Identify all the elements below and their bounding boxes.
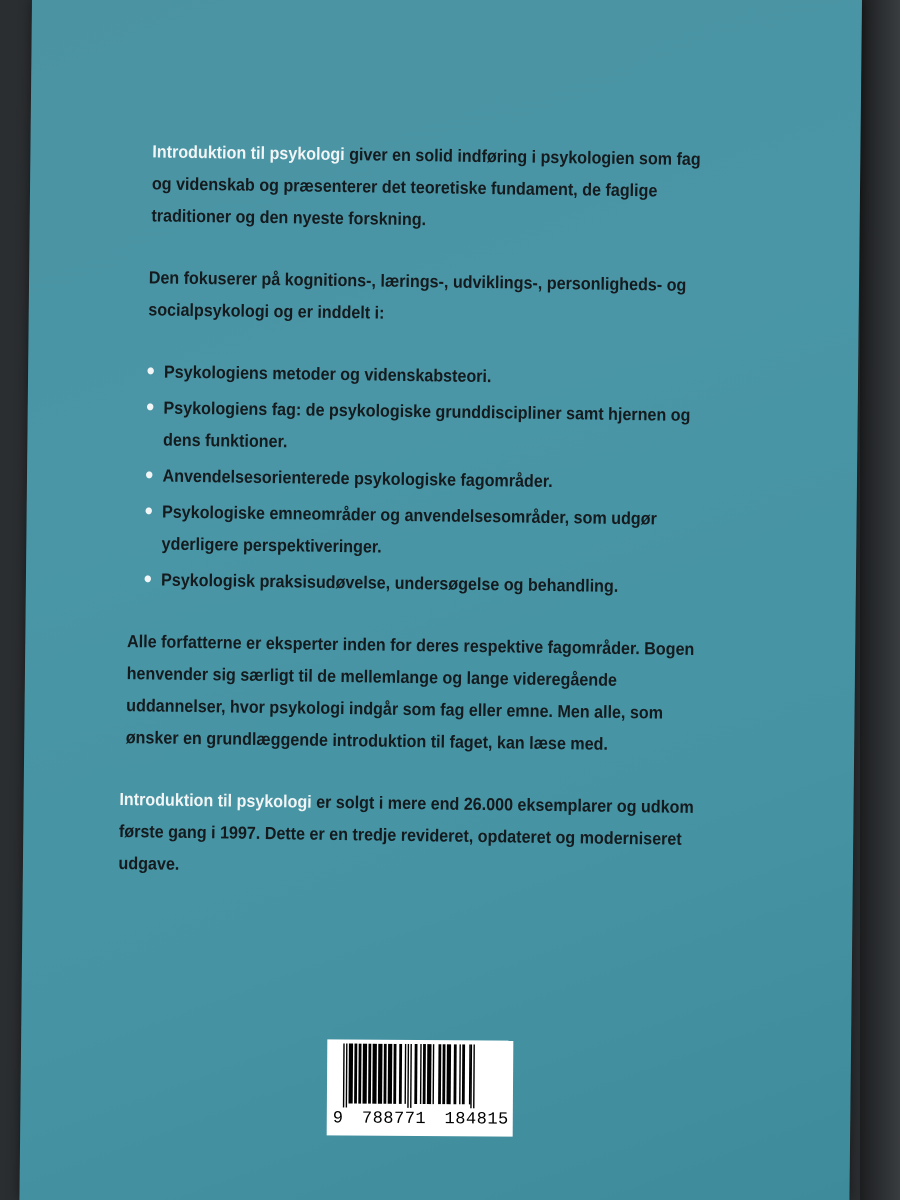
sales-text: er solgt i mere end 26.000 eksemplarer og udkom første gang i 1997. Dette er en tredje revideret, opdateret og moderniseret udgave. (118, 791, 694, 874)
list-item-text: Psykologiske emneområder og anvendelsesområder, som udgør yderligere perspektiveringer. (161, 501, 657, 557)
cover-text (114, 135, 714, 917)
book-title-part1: Introduktion til (119, 788, 233, 811)
list-item-text: Psykologisk praksisudøvelse, undersøgelse og behandling. (160, 569, 619, 596)
barcode-bar (407, 1044, 409, 1108)
barcode-bar (354, 1044, 357, 1104)
barcode-bar (368, 1044, 371, 1104)
intro-text: giver en solid indføring i psykologien som fag og videnskab og præsenterer det teoretiske fundament, de faglige traditioner og den nyeste forskning. (151, 144, 701, 230)
barcode-bar (414, 1044, 417, 1104)
barcode-bar (459, 1044, 461, 1104)
bullet-dot (145, 575, 152, 582)
list-item-text: Psykologiens metoder og videnskabsteori. (163, 361, 492, 387)
barcode-bar (442, 1044, 445, 1104)
topics-list (141, 355, 711, 603)
barcode-bar (473, 1044, 475, 1108)
sales-paragraph (118, 783, 704, 887)
book-title-part2: psykologi (269, 143, 345, 165)
barcode-bar (348, 1044, 353, 1104)
barcode-bar (362, 1044, 367, 1104)
isbn-barcode (327, 1039, 514, 1136)
book-title-part2: psykologi (236, 790, 312, 812)
barcode-bar (438, 1044, 441, 1104)
barcode-bars (333, 1043, 507, 1108)
list-item-text: Anvendelsesorienterede psykologiske fagområder. (162, 465, 553, 492)
barcode-bar (378, 1044, 383, 1104)
barcode-bar (383, 1044, 386, 1104)
barcode-bar (372, 1044, 377, 1104)
isbn-number (333, 1109, 509, 1129)
list-item (142, 459, 709, 499)
barcode-bar (432, 1044, 434, 1104)
barcode-bar (399, 1044, 402, 1104)
authors-paragraph: Alle forfatterne er eksperter inden for deres respektive fagområder. Bogen henvender sig særligt til de mellemlange og lange videregående uddannelser, hvor psykologi indgår som fag eller emne. Men alle, som ønsker en grundlæggende introduktion til faget, kan læse med. (125, 631, 695, 754)
isbn-group-1: 788771 (361, 1109, 427, 1130)
list-item (141, 495, 709, 567)
isbn-first-digit: 9 (332, 1109, 344, 1129)
list-item (143, 391, 711, 463)
barcode-bar (427, 1044, 432, 1104)
barcode-bar (446, 1044, 451, 1104)
barcode-bar (388, 1044, 393, 1104)
background-surface (860, 0, 900, 1200)
bullet-dot (147, 403, 154, 410)
list-item (141, 563, 708, 603)
barcode-bar (346, 1043, 348, 1107)
barcode-bar (410, 1044, 412, 1108)
barcode-bar (462, 1044, 465, 1104)
barcode-bar (343, 1043, 345, 1107)
focus-paragraph: Den fokuserer på kognitions-, lærings-, udviklings-, personligheds- og socialpsykologi og er inddelt i: (148, 267, 687, 323)
intro-paragraph (151, 135, 713, 239)
barcode-bar (453, 1044, 456, 1104)
list-item (144, 355, 711, 395)
barcode-bar (420, 1044, 422, 1104)
bullet-dot (147, 367, 154, 374)
bullet-dot (145, 507, 152, 514)
isbn-group-2: 184815 (444, 1110, 509, 1130)
book-title-highlight (119, 789, 312, 812)
barcode-bar (393, 1044, 396, 1104)
barcode-bar (404, 1044, 406, 1104)
bullet-dot (146, 471, 153, 478)
barcode-bar (358, 1044, 361, 1104)
book-title-highlight (152, 141, 345, 164)
book-title-part1: Introduktion til (152, 141, 266, 163)
barcode-bar (423, 1044, 426, 1104)
list-item-text: Psykologiens fag: de psykologiske grunddiscipliner samt hjernen og dens funktioner. (162, 397, 691, 452)
